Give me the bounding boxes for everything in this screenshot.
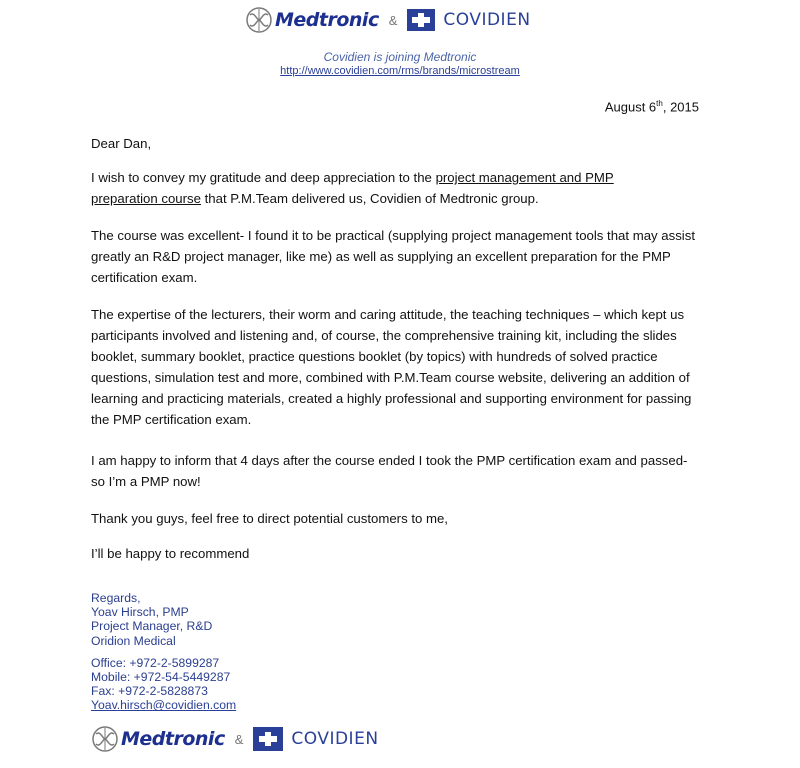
- p5-text: Thank you guys, feel free to direct potential customers to me,: [91, 511, 448, 526]
- paragraph-3: [91, 304, 701, 430]
- sig-fax: Fax: +972-2-5828873: [91, 684, 208, 699]
- p1-suffix: that P.M.Team delivered us, Covidien of Medtronic group.: [200, 191, 539, 206]
- medtronic-logo-icon: [91, 725, 119, 753]
- paragraph-2: [91, 225, 701, 288]
- covidien-wordmark: COVIDIEN: [291, 729, 379, 749]
- header-link-wrapper: [0, 65, 800, 77]
- salutation-text: Dear Dan,: [91, 136, 152, 151]
- salutation: [91, 133, 701, 154]
- paragraph-5: [91, 508, 701, 529]
- sig-email-link[interactable]: Yoav.hirsch@covidien.com: [91, 698, 237, 713]
- date-suffix: th: [656, 99, 663, 108]
- paragraph-4: [91, 450, 701, 492]
- covidien-wordmark: COVIDIEN: [443, 10, 531, 30]
- medtronic-logo-icon: [245, 6, 273, 34]
- ampersand: &: [388, 12, 398, 28]
- sig-regards: Regards,: [91, 591, 141, 605]
- course-link-line1: project management and PMP: [435, 170, 614, 185]
- footer-logos: [91, 725, 379, 753]
- course-link-line2: preparation course: [91, 191, 201, 206]
- paragraph-6: [91, 543, 701, 564]
- p1-prefix: I wish to convey my gratitude and deep appreciation to the: [91, 170, 436, 185]
- sig-office: Office: +972-2-5899287: [91, 655, 220, 670]
- sig-mobile: Mobile: +972-54-5449287: [91, 670, 231, 685]
- p6-text: I’ll be happy to recommend: [91, 546, 250, 561]
- header-tagline: Covidien is joining Medtronic: [323, 50, 477, 64]
- sig-title: Project Manager, R&D: [91, 619, 213, 634]
- paragraph-1: [91, 167, 701, 209]
- header-logos: [245, 6, 531, 34]
- sig-name: Yoav Hirsch, PMP: [91, 605, 189, 620]
- medtronic-wordmark: Medtronic: [275, 9, 379, 31]
- sig-company: Oridion Medical: [91, 633, 176, 648]
- signature-block: [91, 591, 236, 713]
- p4-text: I am happy to inform that 4 days after the course ended I took the PMP certification exam and passed- so I’m a PMP now!: [91, 453, 688, 489]
- ampersand: &: [234, 731, 244, 747]
- covidien-logo-icon: [253, 727, 283, 751]
- p3-text: The expertise of the lecturers, their worm and caring attitude, the teaching techniques – which kept us participants involved and listening and, of course, the comprehensive training kit, including the slides booklet, summary booklet, practice questions booklet (by topics) with hundreds of solved practice questions, simulation test and more, combined with P.M.Team course website, delivering an addition of learning and practicing materials, created a highly professional and supporting environment for passing the PMP certification exam.: [91, 307, 692, 427]
- date-day: August 6: [604, 99, 657, 115]
- letter-date: [605, 99, 699, 114]
- covidien-logo-icon: [407, 9, 435, 31]
- p2-text: The course was excellent- I found it to be practical (supplying project management tools that may assist greatly an R&D project manager, like me) as well as supplying an excellent preparation for the PMP certification exam.: [91, 228, 695, 285]
- medtronic-wordmark: Medtronic: [121, 728, 225, 750]
- covidien-link[interactable]: http://www.covidien.com/rms/brands/microstream: [280, 65, 520, 77]
- date-year: , 2015: [662, 99, 699, 115]
